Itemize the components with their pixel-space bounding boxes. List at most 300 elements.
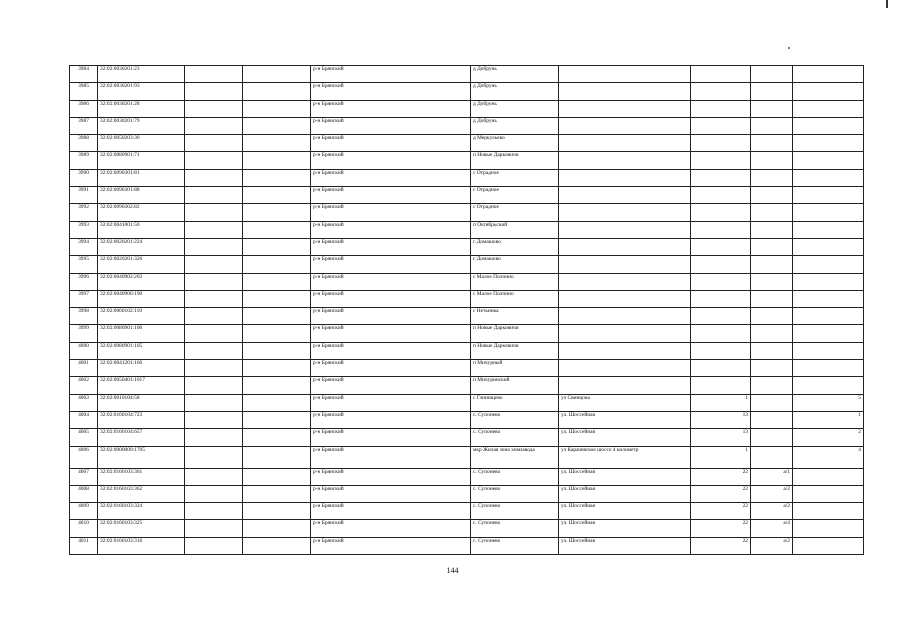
apartment [793, 135, 864, 152]
district: р-н Брянский [311, 290, 471, 307]
street: ул Свинцова [559, 394, 691, 411]
building: а/2 [751, 485, 793, 502]
empty-cell [243, 66, 311, 83]
street [559, 377, 691, 394]
district: р-н Брянский [311, 325, 471, 342]
street [559, 187, 691, 204]
empty-cell [185, 238, 243, 255]
apartment [793, 100, 864, 117]
empty-cell [185, 290, 243, 307]
street [559, 325, 691, 342]
row-number: 3994 [70, 238, 98, 255]
locality: д Меркульево [471, 135, 559, 152]
street [559, 66, 691, 83]
house-number [691, 169, 751, 186]
street [559, 290, 691, 307]
building [751, 308, 793, 325]
locality: п Новые Дарковичи [471, 152, 559, 169]
empty-cell [185, 66, 243, 83]
building [751, 152, 793, 169]
house-number [691, 135, 751, 152]
locality: с Отрадное [471, 187, 559, 204]
cadastral-number: 32:02:0020201:326 [98, 256, 185, 273]
empty-cell [185, 204, 243, 221]
district: р-н Брянский [311, 169, 471, 186]
empty-cell [243, 394, 311, 411]
district: р-н Брянский [311, 485, 471, 502]
locality: с. Супонево [471, 503, 559, 520]
table-row [70, 503, 864, 520]
building [751, 221, 793, 238]
apartment [793, 325, 864, 342]
apartment [793, 360, 864, 377]
table-row [70, 238, 864, 255]
house-number [691, 100, 751, 117]
house-number: 22 [691, 485, 751, 502]
page-number: 144 [446, 566, 459, 575]
empty-cell [185, 221, 243, 238]
house-number: 1 [691, 446, 751, 468]
cadastral-number: 32:02:0030201:23 [98, 66, 185, 83]
empty-cell [185, 117, 243, 134]
empty-cell [185, 377, 243, 394]
building [751, 342, 793, 359]
apartment [793, 83, 864, 100]
building [751, 325, 793, 342]
house-number [691, 238, 751, 255]
table-row [70, 377, 864, 394]
empty-cell [243, 100, 311, 117]
empty-cell [185, 256, 243, 273]
empty-cell [243, 152, 311, 169]
cadastral-number: 32:02:0090301:88 [98, 187, 185, 204]
street [559, 238, 691, 255]
table-row [70, 169, 864, 186]
house-number: 22 [691, 468, 751, 485]
district: р-н Брянский [311, 342, 471, 359]
street: ул Карачевское шоссе 4 километр [559, 446, 691, 468]
district: р-н Брянский [311, 411, 471, 428]
row-number: 4006 [70, 446, 98, 468]
cadastral-number: 32:02:0090301:81 [98, 169, 185, 186]
locality: мкр Жилая зона химзавода [471, 446, 559, 468]
row-number: 4005 [70, 429, 98, 446]
cadastral-number: 32:02:0060102:110 [98, 308, 185, 325]
empty-cell [185, 308, 243, 325]
building [751, 394, 793, 411]
street [559, 256, 691, 273]
building [751, 169, 793, 186]
district: р-н Брянский [311, 256, 471, 273]
locality: с. Супонево [471, 537, 559, 554]
house-number [691, 308, 751, 325]
cadastral-number: 32:02:0160103:316 [98, 537, 185, 554]
district: р-н Брянский [311, 221, 471, 238]
district: р-н Брянский [311, 503, 471, 520]
building [751, 83, 793, 100]
locality: с. Супонево [471, 429, 559, 446]
empty-cell [185, 468, 243, 485]
row-number: 4003 [70, 394, 98, 411]
empty-cell [185, 273, 243, 290]
house-number [691, 187, 751, 204]
apartment [793, 117, 864, 134]
empty-cell [185, 100, 243, 117]
apartment [793, 152, 864, 169]
cadastral-number: 32:02:0030201:79 [98, 117, 185, 134]
table-row [70, 360, 864, 377]
row-number: 3998 [70, 308, 98, 325]
street [559, 342, 691, 359]
empty-cell [185, 187, 243, 204]
locality: с Нетьинка [471, 308, 559, 325]
house-number [691, 342, 751, 359]
empty-cell [185, 83, 243, 100]
street [559, 273, 691, 290]
row-number: 4000 [70, 342, 98, 359]
cadastral-number: 32:02:0160104:657 [98, 429, 185, 446]
cadastral-number: 32:02:0080901:71 [98, 152, 185, 169]
cadastral-number: 32:02:0160103:325 [98, 520, 185, 537]
district: р-н Брянский [311, 446, 471, 468]
cadastral-number: 32:02:0010104:58 [98, 394, 185, 411]
empty-cell [243, 117, 311, 134]
row-number: 3995 [70, 256, 98, 273]
house-number [691, 221, 751, 238]
table-row [70, 187, 864, 204]
empty-cell [243, 485, 311, 502]
building: а/4 [751, 520, 793, 537]
row-number: 4011 [70, 537, 98, 554]
empty-cell [243, 187, 311, 204]
empty-cell [243, 446, 311, 468]
apartment [793, 503, 864, 520]
page-edge-mark [886, 0, 888, 8]
row-number: 3988 [70, 135, 98, 152]
apartment [793, 187, 864, 204]
empty-cell [185, 485, 243, 502]
locality: д Добрунь [471, 83, 559, 100]
building [751, 446, 793, 468]
apartment: 2 [793, 429, 864, 446]
street [559, 169, 691, 186]
apartment [793, 221, 864, 238]
row-number: 3991 [70, 187, 98, 204]
street [559, 360, 691, 377]
locality: с Отрадное [471, 169, 559, 186]
house-number [691, 290, 751, 307]
district: р-н Брянский [311, 429, 471, 446]
locality: п Мичурный [471, 360, 559, 377]
district: р-н Брянский [311, 204, 471, 221]
cadastral-number: 32:02:0160104:723 [98, 411, 185, 428]
building [751, 66, 793, 83]
cadastral-number: 32:02:0041201:166 [98, 360, 185, 377]
district: р-н Брянский [311, 377, 471, 394]
apartment [793, 377, 864, 394]
table-row [70, 66, 864, 83]
apartment [793, 256, 864, 273]
locality: с. Супонево [471, 468, 559, 485]
empty-cell [243, 520, 311, 537]
building [751, 411, 793, 428]
locality: с. Супонево [471, 520, 559, 537]
apartment [793, 308, 864, 325]
building [751, 187, 793, 204]
registry-rows [70, 66, 864, 555]
street: ул. Шоссейная [559, 468, 691, 485]
apartment: 4 [793, 446, 864, 468]
apartment: 5 [793, 394, 864, 411]
locality: с Домашово [471, 256, 559, 273]
row-number: 3989 [70, 152, 98, 169]
row-number: 3997 [70, 290, 98, 307]
table-row [70, 117, 864, 134]
house-number [691, 66, 751, 83]
district: р-н Брянский [311, 135, 471, 152]
street: ул. Шоссейная [559, 411, 691, 428]
empty-cell [185, 537, 243, 554]
empty-cell [243, 411, 311, 428]
registry-table [69, 65, 864, 555]
district: р-н Брянский [311, 238, 471, 255]
building [751, 290, 793, 307]
building [751, 100, 793, 117]
building [751, 273, 793, 290]
locality: п Новые Дарковичи [471, 325, 559, 342]
cadastral-number: 32:02:0160103:324 [98, 503, 185, 520]
empty-cell [243, 204, 311, 221]
empty-cell [185, 520, 243, 537]
empty-cell [243, 468, 311, 485]
house-number: 13 [691, 411, 751, 428]
row-number: 3999 [70, 325, 98, 342]
table-row [70, 100, 864, 117]
row-number: 4004 [70, 411, 98, 428]
locality: п Мичуринский [471, 377, 559, 394]
locality: п Новые Дарковичи [471, 342, 559, 359]
apartment [793, 273, 864, 290]
empty-cell [243, 290, 311, 307]
empty-cell [243, 273, 311, 290]
street: ул. Шоссейная [559, 429, 691, 446]
building [751, 256, 793, 273]
table-row [70, 204, 864, 221]
building [751, 238, 793, 255]
locality: с Глинищево [471, 394, 559, 411]
apartment [793, 66, 864, 83]
district: р-н Брянский [311, 537, 471, 554]
locality: д Добрунь [471, 117, 559, 134]
building: а/1 [751, 468, 793, 485]
empty-cell [185, 152, 243, 169]
building [751, 204, 793, 221]
cadastral-number: 32:02:0000000:1705 [98, 446, 185, 468]
cadastral-number: 32:02:0030201:28 [98, 100, 185, 117]
locality: с. Супонево [471, 411, 559, 428]
house-number: 22 [691, 503, 751, 520]
empty-cell [185, 360, 243, 377]
empty-cell [243, 238, 311, 255]
building [751, 377, 793, 394]
locality: с Малое Полпино [471, 290, 559, 307]
locality: с Малое Полпино [471, 273, 559, 290]
house-number [691, 256, 751, 273]
empty-cell [185, 135, 243, 152]
street: ул. Шоссейная [559, 537, 691, 554]
empty-cell [185, 342, 243, 359]
house-number: 1 [691, 394, 751, 411]
locality: с Домашово [471, 238, 559, 255]
empty-cell [185, 503, 243, 520]
row-number: 4009 [70, 503, 98, 520]
row-number: 4002 [70, 377, 98, 394]
cadastral-number: 32:02:0050401:1017 [98, 377, 185, 394]
street [559, 83, 691, 100]
cadastral-number: 32:02:0020201:224 [98, 238, 185, 255]
street: ул. Шоссейная [559, 520, 691, 537]
table-row [70, 429, 864, 446]
table-row [70, 446, 864, 468]
apartment [793, 537, 864, 554]
empty-cell [243, 360, 311, 377]
empty-cell [243, 503, 311, 520]
cadastral-number: 32:02:0160103:361 [98, 468, 185, 485]
district: р-н Брянский [311, 117, 471, 134]
empty-cell [243, 325, 311, 342]
empty-cell [243, 169, 311, 186]
empty-cell [185, 429, 243, 446]
empty-cell [243, 342, 311, 359]
empty-cell [243, 308, 311, 325]
house-number [691, 117, 751, 134]
house-number [691, 83, 751, 100]
street [559, 152, 691, 169]
cadastral-number: 32:02:0040902:203 [98, 273, 185, 290]
table-row [70, 256, 864, 273]
row-number: 3984 [70, 66, 98, 83]
house-number [691, 325, 751, 342]
street: ул. Шоссейная [559, 503, 691, 520]
empty-cell [185, 325, 243, 342]
row-number: 3992 [70, 204, 98, 221]
empty-cell [243, 537, 311, 554]
district: р-н Брянский [311, 308, 471, 325]
row-number: 3990 [70, 169, 98, 186]
row-number: 3993 [70, 221, 98, 238]
apartment [793, 238, 864, 255]
table-row [70, 325, 864, 342]
table-row [70, 308, 864, 325]
building [751, 135, 793, 152]
house-number [691, 273, 751, 290]
district: р-н Брянский [311, 66, 471, 83]
cadastral-number: 32:02:0050203:30 [98, 135, 185, 152]
table-row [70, 290, 864, 307]
street [559, 135, 691, 152]
street [559, 308, 691, 325]
table-row [70, 468, 864, 485]
building: а/2 [751, 503, 793, 520]
empty-cell [185, 411, 243, 428]
house-number [691, 360, 751, 377]
row-number: 3987 [70, 117, 98, 134]
street [559, 221, 691, 238]
table-row [70, 135, 864, 152]
district: р-н Брянский [311, 187, 471, 204]
cadastral-number: 32:02:0160103:362 [98, 485, 185, 502]
table-row [70, 520, 864, 537]
locality: с Отрадное [471, 204, 559, 221]
row-number: 3986 [70, 100, 98, 117]
house-number [691, 377, 751, 394]
table-row [70, 221, 864, 238]
district: р-н Брянский [311, 273, 471, 290]
table-row [70, 83, 864, 100]
cadastral-number: 32:02:0080901:100 [98, 325, 185, 342]
house-number [691, 152, 751, 169]
building [751, 360, 793, 377]
cadastral-number: 32:02:0090302:82 [98, 204, 185, 221]
table-row [70, 411, 864, 428]
cadastral-number: 32:02:0080901:105 [98, 342, 185, 359]
district: р-н Брянский [311, 394, 471, 411]
empty-cell [243, 256, 311, 273]
cadastral-number: 32:02:0041001:50 [98, 221, 185, 238]
empty-cell [243, 377, 311, 394]
empty-cell [185, 169, 243, 186]
table-row [70, 152, 864, 169]
row-number: 4010 [70, 520, 98, 537]
district: р-н Брянский [311, 152, 471, 169]
apartment [793, 520, 864, 537]
apartment [793, 204, 864, 221]
locality: п Октябрьский [471, 221, 559, 238]
district: р-н Брянский [311, 468, 471, 485]
table-row [70, 394, 864, 411]
house-number: 22 [691, 537, 751, 554]
street [559, 117, 691, 134]
house-number: 22 [691, 520, 751, 537]
locality: д Добрунь [471, 100, 559, 117]
district: р-н Брянский [311, 100, 471, 117]
house-number [691, 204, 751, 221]
row-number: 3985 [70, 83, 98, 100]
empty-cell [243, 221, 311, 238]
apartment [793, 169, 864, 186]
district: р-н Брянский [311, 83, 471, 100]
building: а/2 [751, 537, 793, 554]
building [751, 429, 793, 446]
table-row [70, 485, 864, 502]
house-number: 13 [691, 429, 751, 446]
row-number: 4008 [70, 485, 98, 502]
empty-cell [243, 429, 311, 446]
empty-cell [185, 394, 243, 411]
apartment [793, 485, 864, 502]
cadastral-number: 32:02:0030201:93 [98, 83, 185, 100]
street: ул. Шоссейная [559, 485, 691, 502]
apartment: 1 [793, 411, 864, 428]
district: р-н Брянский [311, 520, 471, 537]
apartment [793, 342, 864, 359]
scan-dot [788, 47, 790, 49]
apartment [793, 468, 864, 485]
empty-cell [243, 135, 311, 152]
row-number: 3996 [70, 273, 98, 290]
street [559, 100, 691, 117]
cadastral-number: 32:02:0040906:190 [98, 290, 185, 307]
